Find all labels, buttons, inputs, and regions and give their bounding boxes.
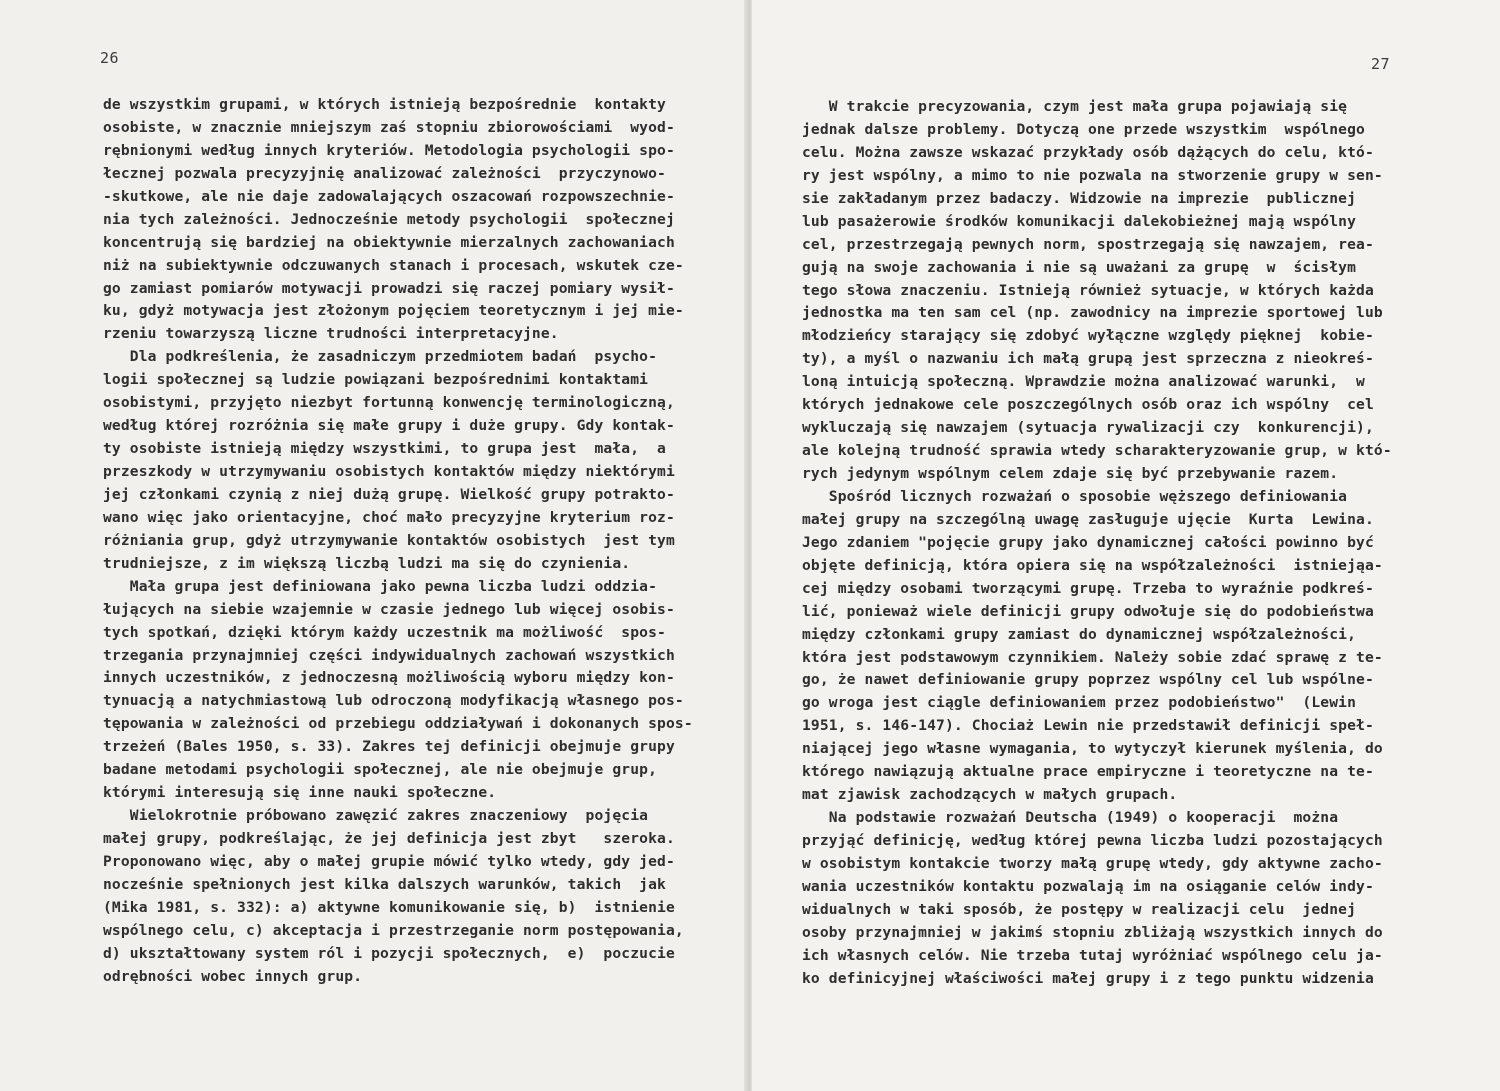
text-line: rębnionymi według innych kryteriów. Metodologia psychologii spo- — [103, 141, 675, 159]
text-line: wspólnego celu, c) akceptacja i przestrzeganie norm postępowania, — [103, 921, 684, 939]
text-line: ry jest wspólny, a mimo to nie pozwala na stworzenie grupy w sen- — [802, 166, 1383, 184]
text-line: różniania grup, gdyż utrzymywanie kontaktów osobistych jest tym — [103, 531, 675, 549]
right-page — [752, 0, 1500, 1091]
text-line: niającej jego własne wymagania, to wytyczył kierunek myślenia, do — [802, 740, 1383, 758]
text-line: wano więc jako orientacyjne, choć mało precyzyjne kryterium roz- — [103, 508, 675, 526]
text-line: widualnych w taki sposób, że postępy w realizacji celu jednej — [802, 900, 1357, 918]
text-line: odrębności wobec innych grup. — [103, 967, 363, 985]
text-line: nocześnie spełnionych jest kilka dalszych warunków, takich jak — [103, 875, 666, 893]
text-line: tych spotkań, dzięki którym każdy uczestnik ma możliwość spos- — [103, 623, 666, 641]
text-line: jednak dalsze problemy. Dotyczą one przede wszystkim wspólnego — [802, 120, 1365, 138]
text-line: rych jedynym wspólnym celem zdaje się być przebywanie razem. — [802, 465, 1339, 482]
text-line: małej grupy, podkreślając, że jej definicja jest zbyt szeroka. — [103, 830, 675, 847]
text-line: osobistymi, przyjęto niezbyt fortunną konwencję terminologiczną, — [103, 394, 675, 412]
text-line: gują na swoje zachowania i nie są uważani za grupę w ścisłym — [802, 258, 1357, 276]
text-line: koncentrują się bardziej na obiektywnie mierzalnych zachowaniach — [103, 233, 675, 251]
text-line: trudniejsze, z im większą liczbą ludzi ma się do czynienia. — [103, 554, 631, 572]
text-line: badane metodami psychologii społecznej, ale nie obejmuje grup, — [103, 761, 658, 779]
text-line: (Mika 1981, s. 332): a) aktywne komunikowanie się, b) istnienie — [103, 898, 675, 916]
text-line: trzeżeń (Bales 1950, s. 33). Zakres tej definicji obejmuje grupy — [103, 738, 675, 756]
text-line: Dla podkreślenia, że zasadniczym przedmiotem badań psycho- — [103, 348, 658, 366]
body-text — [802, 96, 1392, 991]
text-line: Spośród licznych rozważań o sposobie węższego definiowania — [802, 487, 1348, 505]
text-line: wania uczestników kontaktu pozwalają im na osiąganie celów indy- — [802, 877, 1374, 895]
text-line: osobiste, w znacznie mniejszym zaś stopniu zbiorowościami wyod- — [103, 118, 675, 136]
text-line: sie zakładanym przez badaczy. Widzowie na imprezie publicznej — [802, 189, 1357, 207]
text-line: go, że nawet definiowanie grupy poprzez wspólny cel lub wspólne- — [802, 671, 1374, 689]
text-line: Wielokrotnie próbowano zawęzić zakres znaczeniowy pojęcia — [103, 807, 649, 825]
text-line: tego słowa znaczeniu. Istnieją również sytuacje, w których każda — [802, 281, 1374, 299]
text-line: logii społecznej są ludzie powiązani bezpośrednimi kontaktami — [103, 371, 649, 389]
text-line: go wroga jest ciągle definiowaniem przez podobieństwo" (Lewin — [802, 694, 1357, 712]
text-line: Proponowano więc, aby o małej grupie mówić tylko wtedy, gdy jed- — [103, 852, 675, 870]
text-line: ku, gdyż motywacja jest złożonym pojęciem teoretycznym i jej mie- — [103, 302, 684, 320]
text-line: loną intuicją społeczną. Wprawdzie można analizować warunki, w — [802, 373, 1365, 391]
body-text — [103, 94, 693, 989]
text-line: go zamiast pomiarów motywacji prowadzi się raczej pomiary wysił- — [103, 279, 675, 297]
text-line: ko definicyjnej właściwości małej grupy i z tego punktu widzenia — [802, 969, 1374, 987]
text-line: ale kolejną trudność sprawia wtedy scharakteryzowanie grup, w któ- — [802, 442, 1392, 460]
text-line: cel, przestrzegają pewnych norm, spostrzegają się nawzajem, rea- — [802, 235, 1374, 253]
text-line: 1951, s. 146-147). Chociaż Lewin nie przedstawił definicji speł- — [802, 717, 1374, 735]
text-line: łujących na siebie wzajemnie w czasie jednego lub więcej osobis- — [103, 600, 675, 618]
text-line: jej członkami czynią z niej dużą grupę. Wielkość grupy potrakto- — [103, 485, 675, 503]
text-line: cej między osobami tworzącymi grupę. Trzeba to wyraźnie podkreś- — [802, 579, 1374, 597]
page-number: 26 — [100, 49, 120, 67]
text-line: celu. Można zawsze wskazać przykłady osób dążących do celu, któ- — [802, 143, 1374, 161]
text-line: jednostka ma ten sam cel (np. zawodnicy na imprezie sportowej lub — [802, 304, 1383, 322]
text-line: małej grupy na szczególną uwagę zasługuje ujęcie Kurta Lewina. — [802, 510, 1374, 528]
left-page — [0, 0, 748, 1091]
text-line: łecznej pozwala precyzyjnię analizować zależności przyczynowo- — [103, 164, 666, 182]
text-line: których jednakowe cele poszczególnych osób oraz ich wspólny cel — [802, 396, 1374, 414]
text-line: ich własnych celów. Nie trzeba tutaj wyróżniać wspólnego celu ja- — [802, 946, 1383, 964]
text-line: Na podstawie rozważań Deutscha (1949) o kooperacji można — [802, 809, 1339, 827]
text-line: między członkami grupy zamiast do dynamicznej współzależności, — [802, 625, 1357, 643]
text-line: Jego zdaniem "pojęcie grupy jako dynamicznej całości powinno być — [802, 533, 1374, 551]
text-line: rzeniu towarzyszą liczne trudności interpretacyjne. — [103, 325, 559, 343]
text-line: innych uczestników, z jednoczesną możliwością wyboru między kon- — [103, 669, 675, 687]
text-line: -skutkowe, ale nie daje zadowalających oszacowań rozpowszechnie- — [103, 187, 675, 205]
text-line: objęte definicją, która opiera się na współzależności istniejąa- — [802, 556, 1383, 574]
text-line: W trakcie precyzowania, czym jest mała grupa pojawiają się — [802, 98, 1348, 115]
text-line: którego nawiązują aktualne prace empiryczne i teoretyczne na te- — [802, 763, 1374, 781]
text-line: de wszystkim grupami, w których istnieją bezpośrednie kontakty — [103, 96, 666, 113]
text-line: ty), a myśl o nazwaniu ich małą grupą jest sprzeczna z nieokreś- — [802, 350, 1374, 368]
text-line: która jest podstawowym czynnikiem. Należy sobie zdać sprawę z te- — [802, 648, 1383, 666]
text-line: młodzieńcy starający się zdobyć wyłączne względy pięknej kobie- — [802, 327, 1374, 345]
text-line: w osobistym kontakcie tworzy małą grupę wtedy, gdy aktywne zacho- — [802, 854, 1383, 872]
text-line: lub pasażerowie środków komunikacji dalekobieżnej mają wspólny — [802, 212, 1357, 230]
text-line: Mała grupa jest definiowana jako pewna liczba ludzi oddzia- — [103, 577, 658, 595]
text-line: tępowania w zależności od przebiegu oddziaływań i dokonanych spos- — [103, 715, 693, 733]
text-line: mat zjawisk zachodzących w małych grupach. — [802, 786, 1178, 804]
text-line: nia tych zależności. Jednocześnie metody psychologii społecznej — [103, 210, 675, 228]
text-line: tynuacją a natychmiastową lub odroczoną modyfikacją własnego pos- — [103, 692, 684, 710]
text-line: wykluczają się nawzajem (sytuacja rywalizacji czy konkurencji), — [802, 419, 1374, 437]
text-line: według której rozróżnia się małe grupy i duże grupy. Gdy kontak- — [103, 417, 675, 435]
text-line: przeszkody w utrzymywaniu osobistych kontaktów między niektórymi — [103, 463, 675, 480]
text-line: przyjąć definicję, według której pewna liczba ludzi pozostających — [802, 832, 1383, 849]
text-line: którymi interesują się inne nauki społeczne. — [103, 784, 497, 802]
text-line: lić, ponieważ wiele definicji grupy odwołuje się do podobieństwa — [802, 602, 1374, 620]
text-line: niż na subiektywnie odczuwanych stanach i procesach, wskutek cze- — [103, 256, 684, 274]
text-line: d) ukształtowany system ról i pozycji społecznych, e) poczucie — [103, 944, 675, 962]
text-line: trzegania przynajmniej części indywidualnych zachowań wszystkich — [103, 646, 675, 664]
text-line: ty osobiste istnieją między wszystkimi, to grupa jest mała, a — [103, 440, 666, 458]
text-line: osoby przynajmniej w jakimś stopniu zbliżają wszystkich innych do — [802, 923, 1383, 941]
page-number: 27 — [1371, 55, 1391, 73]
